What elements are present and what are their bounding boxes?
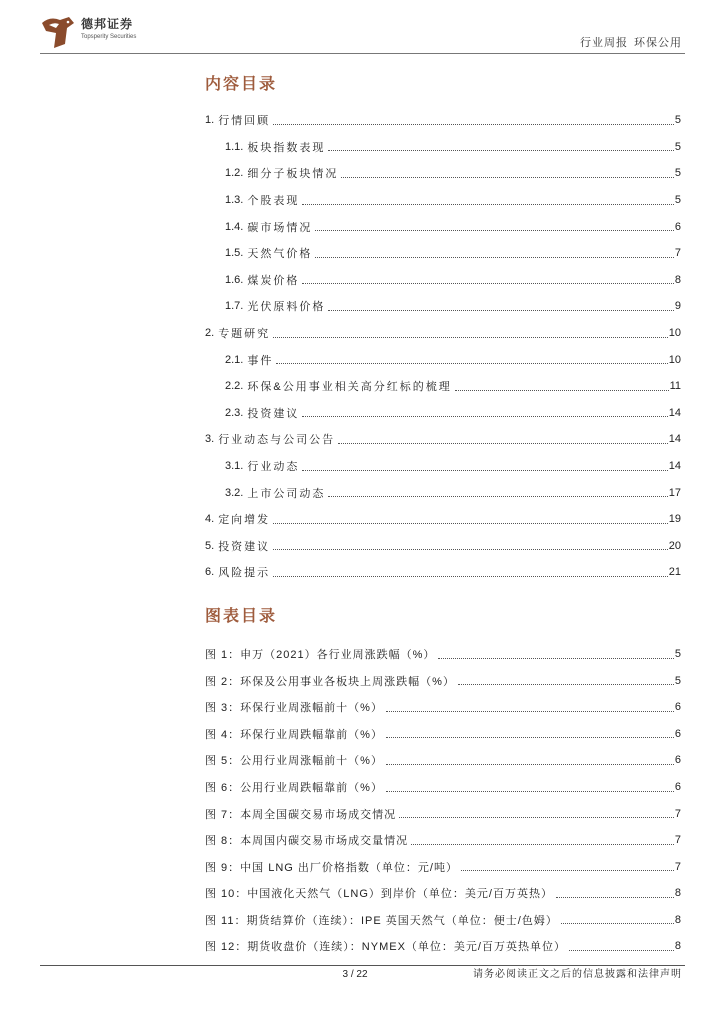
toc-entry-label: 煤炭价格	[247, 274, 300, 287]
toc-entry-leader	[341, 177, 674, 178]
figure-entry-label: 图 10：中国液化天然气（LNG）到岸价（单位：美元/百万英热）	[205, 888, 553, 901]
toc-entry-label: 行业动态与公司公告	[218, 434, 336, 447]
figure-entry-page: 8	[674, 940, 681, 953]
figure-entry-leader	[461, 870, 674, 871]
figure-entry-4[interactable]	[205, 721, 681, 748]
toc-entry-number: 4.	[205, 513, 215, 526]
toc-entry-label: 专题研究	[218, 328, 271, 341]
toc-entry-label: 上市公司动态	[247, 487, 326, 500]
toc-entry-2[interactable]	[205, 320, 681, 347]
toc-entry-leader	[302, 470, 667, 471]
figure-entry-12[interactable]	[205, 933, 681, 960]
toc-entry-1[interactable]	[205, 107, 681, 134]
toc-entry-1-5[interactable]	[205, 240, 681, 267]
figure-entry-page: 6	[674, 727, 681, 740]
figure-entry-label: 图 7：本周全国碳交易市场成交情况	[205, 808, 397, 821]
toc-entry-page: 5	[674, 114, 681, 127]
figure-entry-label: 图 5：公用行业周涨幅前十（%）	[205, 755, 383, 768]
toc-entry-number: 2.1.	[225, 353, 244, 366]
toc-entry-3-1[interactable]	[205, 453, 681, 480]
figure-entry-label: 图 6：公用行业周跌幅靠前（%）	[205, 782, 383, 794]
toc-entry-label: 天然气价格	[247, 248, 313, 261]
toc-entry-leader	[455, 390, 669, 391]
toc-entry-number: 1.5.	[225, 247, 244, 260]
figure-entry-9[interactable]	[205, 853, 681, 880]
header-divider	[40, 53, 685, 54]
toc-entry-2-1[interactable]	[205, 346, 681, 373]
report-sector: 环保公用	[634, 37, 682, 49]
figure-entry-leader	[561, 923, 674, 924]
figure-entry-label: 图 3：环保行业周涨幅前十（%）	[205, 702, 383, 715]
toc-entry-label: 投资建议	[247, 407, 300, 420]
company-logo-icon	[40, 14, 76, 50]
toc-entry-page: 5	[674, 194, 681, 207]
toc-entry-number: 1.6.	[225, 273, 244, 286]
figure-entry-page: 7	[674, 860, 681, 873]
toc-entry-page: 8	[674, 273, 681, 286]
toc-entry-3-2[interactable]	[205, 479, 681, 506]
figure-entry-label: 图 8：本周国内碳交易市场成交量情况	[205, 835, 409, 848]
figure-entry-label: 图 2：环保及公用事业各板块上周涨跌幅（%）	[205, 675, 455, 688]
toc-entry-number: 5.	[205, 539, 215, 552]
toc-entry-page: 14	[668, 460, 681, 473]
figures-title: 图表目录	[205, 608, 278, 625]
toc-entry-number: 2.3.	[225, 406, 244, 419]
toc-entry-number: 1.2.	[225, 167, 244, 180]
toc-entry-page: 11	[669, 380, 681, 393]
toc-entry-leader	[273, 337, 668, 338]
toc-entry-number: 1.1.	[225, 140, 244, 153]
toc-entry-leader	[328, 310, 674, 311]
toc-entry-6[interactable]	[205, 559, 681, 586]
figure-entry-label: 图 9：中国 LNG 出厂价格指数（单位：元/吨）	[205, 861, 458, 874]
figure-entry-6[interactable]	[205, 774, 681, 801]
toc-entry-leader	[338, 443, 668, 444]
figure-entry-5[interactable]	[205, 747, 681, 774]
toc-entry-page: 14	[668, 433, 681, 446]
figure-entry-page: 8	[674, 913, 681, 926]
toc-entry-number: 3.	[205, 433, 215, 446]
toc-entry-label: 环保&公用事业相关高分红标的梳理	[247, 381, 452, 394]
toc-entry-page: 19	[668, 513, 681, 526]
figure-entry-10[interactable]	[205, 880, 681, 907]
report-type: 行业周报	[580, 37, 628, 49]
figure-entry-page: 5	[674, 674, 681, 687]
toc-entry-label: 风险提示	[218, 567, 271, 580]
toc-entry-page: 9	[674, 300, 681, 313]
figure-entry-leader	[386, 737, 674, 738]
toc-entry-2-3[interactable]	[205, 400, 681, 427]
footer-disclaimer: 请务必阅读正文之后的信息披露和法律声明	[473, 969, 682, 980]
toc-entry-1-3[interactable]	[205, 187, 681, 214]
toc-entry-number: 1.	[205, 114, 215, 127]
toc-entry-leader	[273, 523, 668, 524]
toc-entry-number: 3.1.	[225, 460, 244, 473]
figure-entry-page: 6	[674, 781, 681, 793]
figure-entry-label: 图 1：申万（2021）各行业周涨跌幅（%）	[205, 649, 436, 662]
toc-entry-leader	[273, 124, 674, 125]
figure-entry-7[interactable]	[205, 800, 681, 827]
toc-entry-5[interactable]	[205, 533, 681, 560]
toc-entry-1-4[interactable]	[205, 213, 681, 240]
brand-subtitle: Topsperity Securities	[81, 34, 137, 40]
report-category	[580, 36, 682, 50]
toc-entry-number: 6.	[205, 566, 215, 579]
toc-entry-label: 细分子板块情况	[247, 168, 339, 181]
figure-entry-leader	[399, 817, 674, 818]
brand-name: 德邦证券	[81, 17, 134, 31]
toc-entry-leader	[302, 283, 674, 284]
toc-entry-page: 10	[668, 353, 681, 366]
figure-entry-page: 6	[674, 701, 681, 714]
toc-entry-label: 个股表现	[247, 195, 300, 208]
figures-list	[205, 641, 681, 960]
figure-entry-leader	[386, 791, 674, 792]
toc-entry-number: 2.2.	[225, 380, 244, 393]
footer-divider	[40, 965, 685, 966]
toc-entry-4[interactable]	[205, 506, 681, 533]
toc-entry-page: 5	[674, 140, 681, 153]
page-indicator: 3 / 22	[342, 969, 368, 980]
figure-entry-page: 5	[674, 648, 681, 661]
toc-list	[205, 107, 681, 586]
toc-entry-1-7[interactable]	[205, 293, 681, 320]
figure-entry-page: 7	[674, 834, 681, 847]
toc-entry-1-2[interactable]	[205, 160, 681, 187]
toc-entry-leader	[273, 576, 668, 577]
figure-entry-page: 7	[674, 807, 681, 820]
figure-entry-label: 图 11：期货结算价（连续）：IPE 英国天然气（单位：便士/色姆）	[205, 914, 558, 927]
figure-entry-leader	[556, 897, 674, 898]
toc-entry-number: 1.4.	[225, 220, 244, 233]
figure-entry-leader	[438, 658, 673, 659]
toc-entry-page: 21	[668, 566, 681, 579]
toc-entry-label: 投资建议	[218, 540, 271, 553]
toc-entry-label: 事件	[247, 354, 274, 367]
toc-entry-leader	[273, 549, 668, 550]
figure-entry-leader	[458, 684, 674, 685]
toc-entry-leader	[328, 496, 667, 497]
figure-entry-leader	[386, 764, 674, 765]
toc-entry-leader	[328, 150, 674, 151]
toc-entry-page: 7	[674, 247, 681, 260]
toc-entry-leader	[302, 204, 674, 205]
toc-entry-page: 17	[668, 486, 681, 499]
figure-entry-leader	[411, 844, 674, 845]
toc-entry-label: 板块指数表现	[247, 141, 326, 154]
figure-entry-leader	[569, 950, 674, 951]
toc-entry-label: 行业动态	[247, 461, 300, 474]
toc-entry-number: 2.	[205, 327, 215, 340]
figure-entry-page: 6	[674, 754, 681, 767]
toc-entry-page: 6	[674, 220, 681, 233]
figure-entry-8[interactable]	[205, 827, 681, 854]
toc-entry-leader	[276, 363, 667, 364]
toc-entry-number: 1.3.	[225, 194, 244, 207]
figure-entry-3[interactable]	[205, 694, 681, 721]
toc-entry-leader	[315, 257, 674, 258]
toc-entry-leader	[302, 416, 667, 417]
toc-entry-page: 14	[668, 406, 681, 419]
toc-entry-page: 10	[668, 327, 681, 340]
toc-entry-label: 行情回顾	[218, 115, 271, 128]
figure-entry-1[interactable]	[205, 641, 681, 668]
figure-entry-label: 图 4：环保行业周跌幅靠前（%）	[205, 728, 383, 741]
toc-entry-label: 碳市场情况	[247, 221, 313, 234]
figure-entry-leader	[386, 711, 674, 712]
toc-entry-1-6[interactable]	[205, 267, 681, 294]
figure-entry-2[interactable]	[205, 668, 681, 695]
toc-entry-number: 1.7.	[225, 300, 244, 313]
figure-entry-11[interactable]	[205, 906, 681, 933]
toc-entry-number: 3.2.	[225, 486, 244, 499]
figure-entry-label: 图 12：期货收盘价（连续）：NYMEX（单位：美元/百万英热单位）	[205, 941, 566, 954]
toc-entry-label: 定向增发	[218, 514, 271, 527]
toc-entry-2-2[interactable]	[205, 373, 681, 400]
toc-entry-1-1[interactable]	[205, 134, 681, 161]
figure-entry-page: 8	[674, 887, 681, 900]
toc-entry-page: 20	[668, 539, 681, 552]
toc-entry-leader	[315, 230, 674, 231]
toc-entry-page: 5	[674, 167, 681, 180]
toc-title: 内容目录	[205, 76, 278, 93]
toc-entry-3[interactable]	[205, 426, 681, 453]
toc-entry-label: 光伏原料价格	[247, 301, 326, 314]
